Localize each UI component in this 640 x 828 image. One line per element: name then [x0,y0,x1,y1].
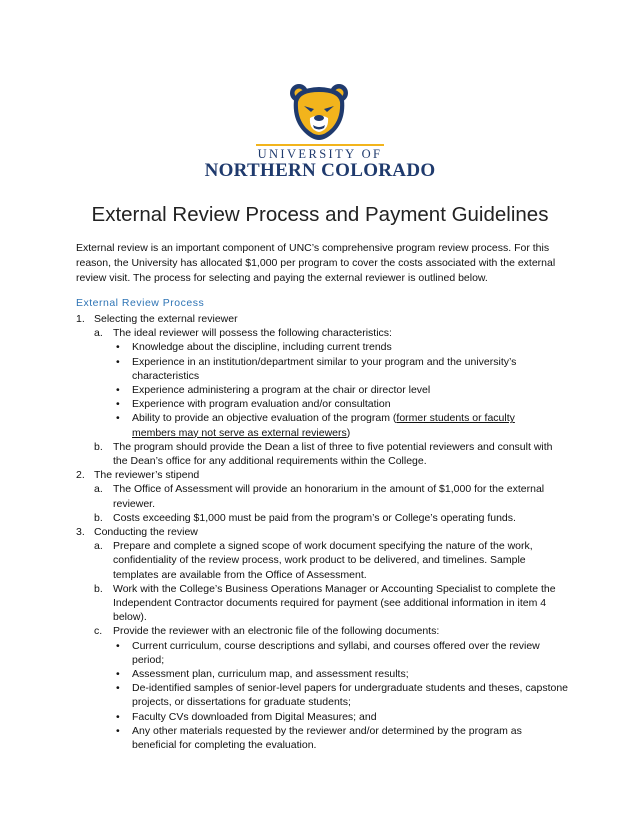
list-item: • Faculty CVs downloaded from Digital Measures; and [116,710,377,723]
bullet-icon: • [116,355,120,368]
item-number: 3. [76,526,85,539]
intro-paragraph [76,241,566,286]
bullet-icon: • [116,682,120,695]
list-item-continuation: period; [132,653,165,666]
bullet-icon: • [116,341,120,354]
bullet-icon: • [116,398,120,411]
list-item: • Experience in an institution/department similar to your program and the university’s [116,355,517,368]
logo-rule [256,144,384,146]
list-item: b. The program should provide the Dean a list of three to five potential reviewers and consult with [94,440,553,453]
list-item-continuation: the Dean’s office for any additional requirements within the College. [113,455,427,468]
list-item: a. The ideal reviewer will possess the following characteristics: [94,327,392,340]
list-item: 2. The reviewer’s stipend [76,469,200,482]
list-item-continuation: below). [113,611,147,624]
item-letter: a. [94,540,103,553]
list-item-continuation: confidentiality of the review process, work product to be delivered, and timelines. Sample [113,554,526,567]
page-title: External Review Process and Payment Guidelines [91,203,549,226]
logo-university-of: UNIVERSITY OF [257,147,383,161]
item-number: 2. [76,469,85,482]
list-item-continuation: reviewer. [113,497,156,510]
list-item: • Experience administering a program at the chair or director level [116,384,431,397]
intro-line: reason, the University has allocated $1,000 per program to cover the costs associated with the external [76,257,556,269]
item-letter: a. [94,483,103,496]
unc-logo [0,80,640,180]
bullet-icon: • [116,412,120,425]
list-item: • Current curriculum, course descriptions and syllabi, and courses offered over the review [116,639,540,652]
underlined-note: members may not serve as external reviewers [132,426,347,439]
bullet-icon: • [116,668,120,681]
list-item: • Ability to provide an objective evaluation of the program (former students or faculty [116,412,515,425]
list-item: • Knowledge about the discipline, including current trends [116,341,392,354]
list-item-continuation: templates are available from the Office of Assessment. [113,568,367,581]
section-heading: External Review Process [76,297,205,309]
list-item: b. Costs exceeding $1,000 must be paid from the program’s or College’s operating funds. [94,511,516,524]
list-item: • Experience with program evaluation and/or consultation [116,398,391,411]
item-letter: a. [94,327,103,340]
process-list [76,312,569,752]
bullet-icon: • [116,639,120,652]
list-item: 1. Selecting the external reviewer [76,313,238,325]
intro-line: review visit. The process for selecting and paying the external reviewer is outlined below. [76,272,488,284]
list-item: c. Provide the reviewer with an electronic file of the following documents: [94,625,440,638]
list-item-continuation: characteristics [132,369,200,382]
list-item-continuation: projects, or dissertations for graduate students; [132,696,351,709]
bullet-icon: • [116,384,120,397]
list-item-continuation: Independent Contractor documents required for payment (see additional information in item 4 [113,597,547,610]
list-item: • Any other materials requested by the reviewer and/or determined by the program as [116,724,522,737]
list-item: • De-identified samples of senior-level papers for undergraduate students and theses, capstone [116,682,569,695]
item-letter: c. [94,625,103,638]
list-item: b. Work with the College’s Business Operations Manager or Accounting Specialist to complete the [94,582,556,595]
list-item-continuation: members may not serve as external reviewers) [132,426,351,439]
list-item: a. The Office of Assessment will provide an honorarium in the amount of $1,000 for the external [94,483,545,496]
item-letter: b. [94,582,103,595]
bullet-icon: • [116,724,120,737]
list-item: • Assessment plan, curriculum map, and assessment results; [116,668,409,681]
bear-mascot-icon [288,80,350,142]
item-letter: b. [94,511,103,524]
underlined-note: former students or faculty [396,412,515,425]
logo-northern-colorado: NORTHERN COLORADO [204,160,436,181]
bullet-icon: • [116,710,120,723]
item-number: 1. [76,313,85,325]
item-letter: b. [94,440,103,453]
list-item: 3. Conducting the review [76,526,198,539]
intro-line: External review is an important component of UNC’s comprehensive program review process. For this [76,242,550,254]
list-item: a. Prepare and complete a signed scope of work document specifying the nature of the work, [94,540,533,553]
list-item-continuation: beneficial for completing the evaluation. [132,739,317,752]
